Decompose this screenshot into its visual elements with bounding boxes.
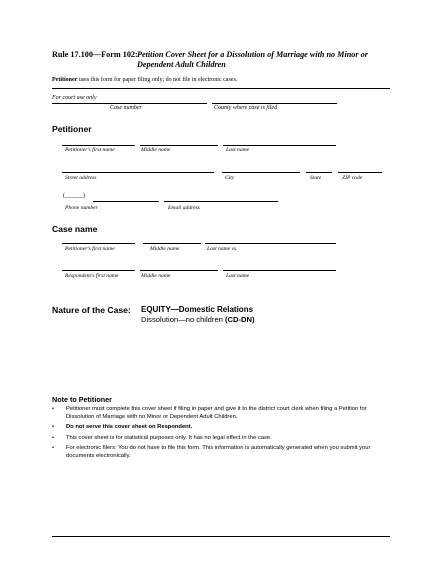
respondent-middle-name-field[interactable] bbox=[140, 270, 218, 271]
street-address-field[interactable] bbox=[62, 172, 214, 173]
nature-value-code: (CD-DN) bbox=[225, 315, 255, 324]
intro-text bbox=[52, 77, 237, 83]
case-petitioner-first-name-field[interactable] bbox=[62, 243, 135, 244]
note-heading: Note to Petitioner bbox=[52, 395, 112, 404]
phone-prefix: (______) bbox=[63, 193, 85, 199]
note-bullet-list bbox=[52, 406, 392, 464]
petitioner-first-name-field[interactable] bbox=[62, 145, 135, 146]
petitioner-middle-name-label: Middle name bbox=[141, 147, 171, 153]
nature-value-line1: EQUITY—Domestic Relations bbox=[141, 305, 254, 314]
footer-divider bbox=[52, 536, 390, 537]
respondent-first-name-field[interactable] bbox=[62, 270, 135, 271]
phone-number-field[interactable] bbox=[93, 201, 159, 202]
zip-code-label: ZIP code bbox=[342, 175, 363, 181]
case-number-field[interactable] bbox=[52, 103, 207, 104]
note-bullet-4 bbox=[52, 445, 392, 460]
bullet-icon: • bbox=[52, 424, 55, 431]
case-name-heading: Case name bbox=[52, 224, 98, 234]
case-petitioner-last-name-label: Last name vs. bbox=[207, 246, 238, 252]
note-bullet-1-text: Petitioner must complete this cover sheet if filing in paper and give it to the district court clerk when filing a Petition for Dissolution of Marriage with no Minor or Dependent Adult Children. bbox=[66, 406, 367, 420]
case-petitioner-middle-name-field[interactable] bbox=[143, 243, 201, 244]
nature-of-case-label: Nature of the Case: bbox=[52, 305, 131, 315]
zip-code-field[interactable] bbox=[338, 172, 382, 173]
petitioner-last-name-field[interactable] bbox=[223, 145, 336, 146]
bullet-icon: • bbox=[52, 406, 55, 412]
nature-value-plain: Dissolution—no children bbox=[141, 315, 225, 324]
state-field[interactable] bbox=[306, 172, 332, 173]
note-bullet-1 bbox=[52, 406, 392, 421]
state-label: State bbox=[310, 175, 322, 181]
nature-value-line2 bbox=[141, 315, 255, 324]
respondent-last-name-field[interactable] bbox=[223, 270, 336, 271]
header-divider bbox=[52, 88, 390, 89]
phone-number-label: Phone number bbox=[65, 205, 98, 211]
bullet-icon: • bbox=[52, 434, 55, 441]
respondent-first-name-label: Respondent's first name bbox=[65, 273, 119, 279]
respondent-middle-name-label: Middle name bbox=[141, 273, 171, 279]
petitioner-last-name-label: Last name bbox=[226, 147, 250, 153]
case-number-label: Case number bbox=[110, 105, 142, 111]
county-field[interactable] bbox=[212, 103, 337, 104]
case-petitioner-first-name-label: Petitioner's first name bbox=[65, 246, 115, 252]
for-court-use-label: For court use only bbox=[52, 95, 97, 101]
case-petitioner-last-name-field[interactable] bbox=[205, 243, 336, 244]
intro-bold: Petitioner bbox=[52, 77, 78, 83]
petitioner-first-name-label: Petitioner's first name bbox=[65, 147, 115, 153]
note-bullet-4-text: For electronic filers: You do not have to file this form. This information is automatically generated when you submit your documents electronically. bbox=[66, 445, 371, 459]
respondent-last-name-label: Last name bbox=[226, 273, 250, 279]
note-bullet-3 bbox=[52, 435, 392, 443]
petitioner-heading: Petitioner bbox=[52, 124, 92, 134]
form-title-line2: Dependent Adult Children bbox=[137, 60, 226, 69]
city-field[interactable] bbox=[222, 172, 300, 173]
street-address-label: Street address bbox=[65, 175, 97, 181]
email-address-field[interactable] bbox=[164, 201, 278, 202]
form-title-line1: Petition Cover Sheet for a Dissolution of Marriage with no Minor or bbox=[137, 50, 368, 59]
note-bullet-2-text: Do not serve this cover sheet on Respondent. bbox=[66, 424, 193, 431]
note-bullet-2 bbox=[52, 424, 392, 432]
county-label: County where case is filed bbox=[214, 105, 278, 111]
email-address-label: Email address bbox=[168, 205, 200, 211]
form-rule: Rule 17.100—Form 102: bbox=[52, 50, 138, 59]
bullet-icon: • bbox=[52, 445, 55, 452]
intro-rest: uses this form for paper filing only; do not file in electronic cases. bbox=[77, 77, 238, 83]
case-petitioner-middle-name-label: Middle name bbox=[150, 246, 180, 252]
note-bullet-3-text: This cover sheet is for statistical purposes only. It has no legal effect in the case. bbox=[66, 434, 272, 441]
petitioner-middle-name-field[interactable] bbox=[140, 145, 218, 146]
city-label: City bbox=[225, 175, 235, 181]
